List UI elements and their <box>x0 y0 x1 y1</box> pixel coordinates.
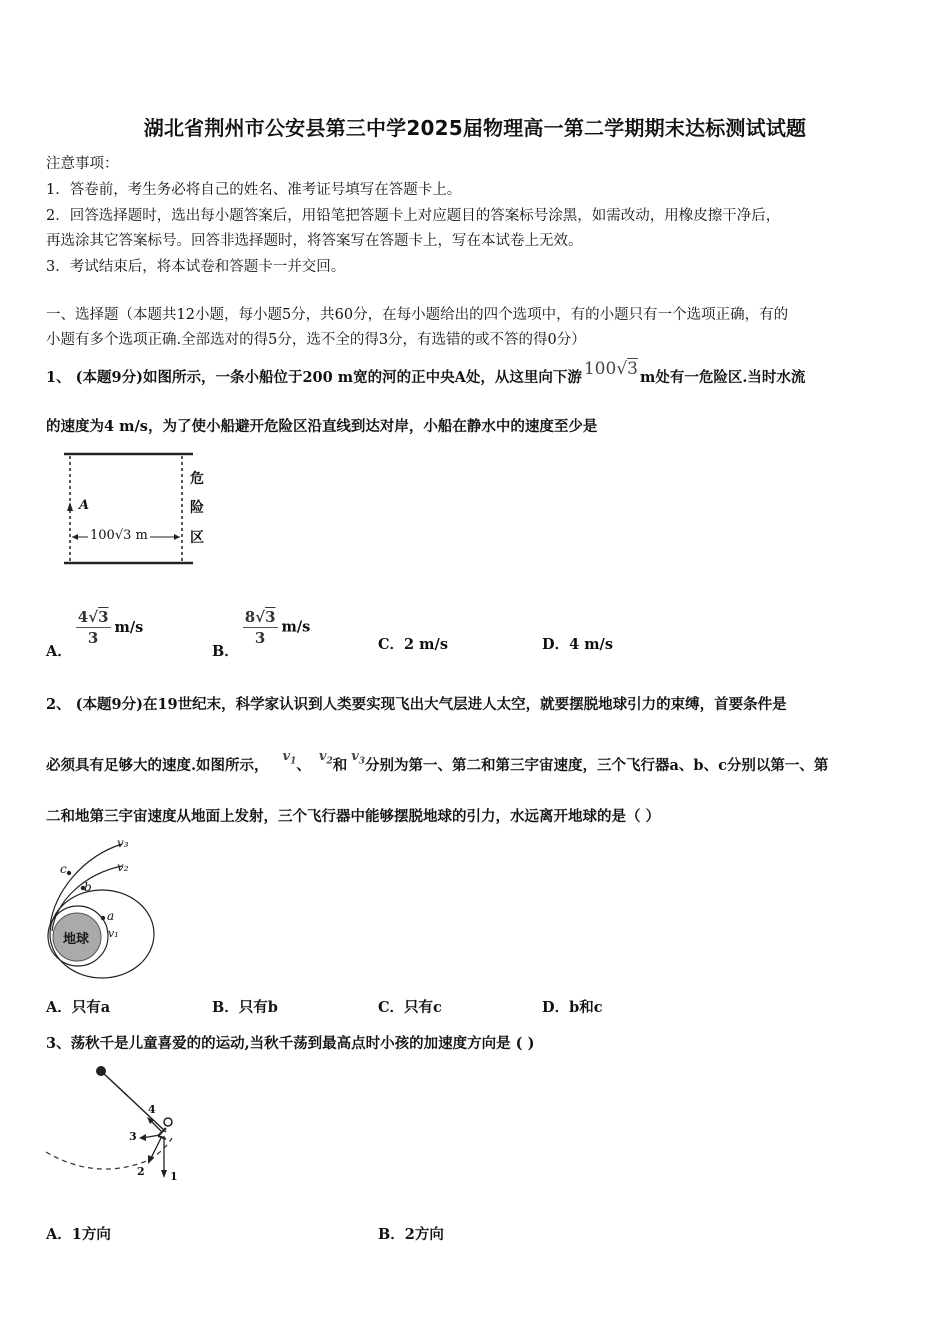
question-3-text: 3、荡秋千是儿童喜爱的的运动,当秋千荡到最高点时小孩的加速度方向是 ( ) <box>46 1035 535 1052</box>
formula-100-root3: 100√3 <box>583 359 638 379</box>
q2-option-c: C．只有c <box>378 999 442 1016</box>
q2-option-b: B．只有b <box>212 999 278 1016</box>
v2-label: v₂ <box>117 860 129 874</box>
q3-option-b: B．2方向 <box>378 1226 444 1243</box>
orbit-diagram <box>44 836 164 981</box>
q1-option-d: D．4 m/s <box>542 636 614 653</box>
v1-label: v₁ <box>108 927 119 940</box>
q1-option-b: B． $\frac{8√3}{3}$ m/s <box>212 608 311 660</box>
danger-zone-label-1: 危 <box>190 471 204 487</box>
question-2-text: 2、 (本题9分)在19世纪末，科学家认识到人类要实现飞出大气层进人太空，就要摆脱地球引力的束缚，首要条件是 <box>46 696 787 713</box>
v3-symbol: $v_3$ <box>351 749 366 767</box>
notice-item: 3．考试结束后，将本试卷和答题卡一并交回。 <box>46 259 346 275</box>
notice-item: 再选涂其它答案标号。回答非选择题时，将答案写在答题卡上，写在本试卷上无效。 <box>46 233 583 249</box>
v1-symbol: $v_1$ <box>282 749 297 767</box>
q3-option-a: A．1方向 <box>46 1226 111 1243</box>
question-2-text-line2: 必须具有足够大的速度.如图所示，$v_1$、$v_2$和$v_3$分别为第一、第二和第三宇宙速度，三个飞行器a、b、c分别以第一、第 <box>46 749 829 774</box>
c-label: c <box>60 862 67 876</box>
q2-option-a: A．只有a <box>46 999 111 1016</box>
q1-option-c: C．2 m/s <box>378 636 448 653</box>
q1-option-a: A． $\frac{4√3}{3}$ m/s <box>46 608 144 660</box>
v2-symbol: $v_2$ <box>318 749 333 767</box>
danger-zone-label-2: 险 <box>190 500 204 516</box>
direction-4-label: 4 <box>148 1103 156 1116</box>
point-a-label: A <box>79 498 90 513</box>
a-label: a <box>107 909 115 923</box>
notice-heading: 注意事项： <box>46 156 119 172</box>
question-1-text: 1、 (本题9分)如图所示，一条小船位于200 m宽的河的正中央A处，从这里向下游 100√3 m处有一危险区.当时水流 <box>46 359 806 386</box>
section-instructions: 小题有多个选项正确.全部选对的得5分，选不全的得3分，有选错的或不答的得0分） <box>46 332 586 348</box>
direction-3-label: 3 <box>129 1130 137 1143</box>
section-instructions: 一、选择题（本题共12小题，每小题5分，共60分，在每小题给出的四个选项中，有的小题只有一个选项正确，有的 <box>46 307 789 323</box>
v3-label: v₃ <box>117 836 129 850</box>
direction-1-label: 1 <box>170 1170 178 1183</box>
distance-label: 100√3 m <box>90 528 148 543</box>
b-label: b <box>84 880 92 894</box>
question-1-text-line2: 的速度为4 m/s，为了使小船避开危险区沿直线到达对岸，小船在静水中的速度至少是 <box>46 418 598 435</box>
direction-2-label: 2 <box>137 1165 145 1178</box>
q2-option-d: D．b和c <box>542 999 603 1016</box>
danger-zone-label-3: 区 <box>190 530 204 546</box>
notice-item: 2．回答选择题时，选出每小题答案后，用铅笔把答题卡上对应题目的答案标号涂黑，如需改动，用橡皮擦干净后， <box>46 208 781 224</box>
earth-label: 地球 <box>63 932 90 947</box>
question-2-text-line3: 二和地第三宇宙速度从地面上发射，三个飞行器中能够摆脱地球的引力，水远离开地球的是（ ） <box>46 808 661 825</box>
page-title: 湖北省荆州市公安县第三中学2025届物理高一第二学期期末达标测试试题 <box>143 116 807 140</box>
notice-item: 1．答卷前，考生务必将自己的姓名、准考证号填写在答题卡上。 <box>46 182 462 198</box>
